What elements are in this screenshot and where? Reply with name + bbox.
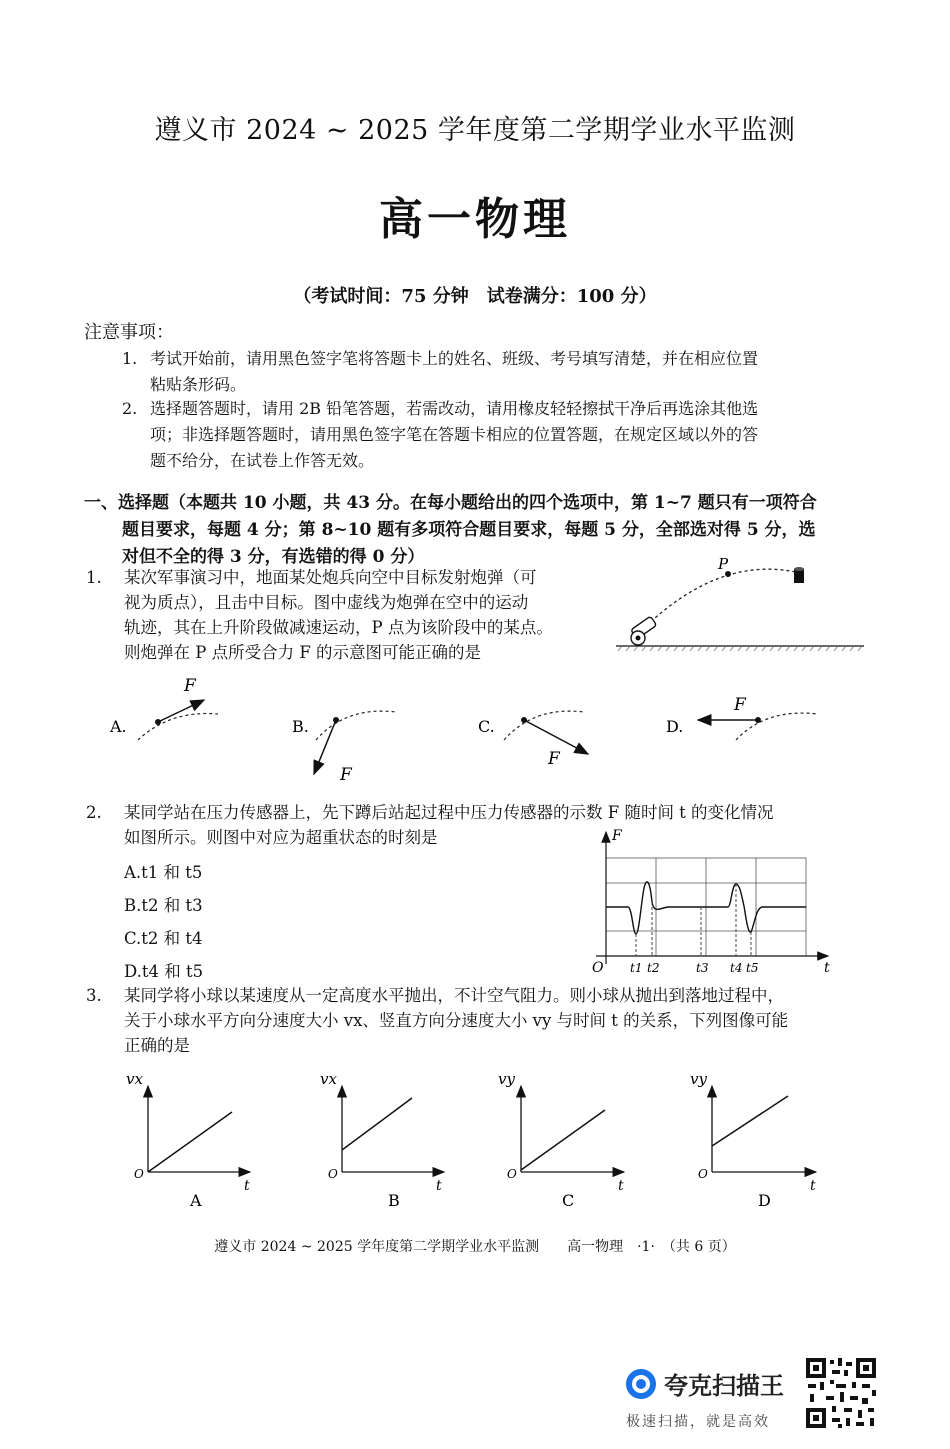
option-a-trajectory [138,714,218,740]
scanner-brand-name: 夸克扫描王 [664,1372,784,1400]
graph-x-label: t [824,960,830,976]
question-line: 某同学站在压力传感器上，先下蹲后站起过程中压力传感器的示数 F 随时间 t 的变化情况 [124,803,774,822]
q1-options-figure [100,670,860,790]
question-line: 视为质点），且击中目标。图中虚线为炮弹在空中的运动 [124,593,529,612]
tick-t1: t1 [630,961,643,975]
graph-c-y-label: vy [498,1070,515,1088]
graph-c-x-label: t [618,1178,624,1194]
target-drum-icon [794,567,804,583]
graph-c-letter: C [562,1191,575,1210]
question-line: 则炮弹在 P 点所受合力 F 的示意图可能正确的是 [124,643,482,662]
subject-title: 高一物理 [379,194,571,245]
option-b-force-arrow [314,720,336,774]
option-c-force-label: F [548,749,560,769]
note-line: 考试开始前，请用黑色签字笔将答题卡上的姓名、班级、考号填写清楚，并在相应位置 [150,349,759,368]
force-time-graph [588,826,838,976]
notes-heading: 注意事项： [84,322,174,343]
question-line: 轨迹，其在上升阶段做减速运动，P 点为该阶段中的某点。 [124,618,553,637]
question-line: 如图所示。则图中对应为超重状态的时刻是 [124,828,438,847]
q2-option-c: C.t2 和 t4 [124,929,203,948]
exam-info: （考试时间：75 分钟 试卷满分：100 分） [293,286,657,307]
option-b-trajectory [316,711,396,740]
q2-option-a: A.t1 和 t5 [124,863,203,882]
tick-t3: t3 [696,961,709,975]
question-3 [84,983,884,1058]
graph-d-letter: D [758,1191,771,1210]
graph-d-x-label: t [810,1178,816,1194]
page-footer: 遵义市 2024 ~ 2025 学年度第二学期学业水平监测 高一物理 ·1· （共 6 页） [214,1239,736,1255]
note-line: 题不给分，在试卷上作答无效。 [150,451,375,470]
tick-t2: t2 [647,961,660,975]
note-number: 1. [122,349,138,368]
graph-b-letter: B [388,1191,400,1210]
section-line: 题目要求，每题 4 分；第 8~10 题有多项符合题目要求，每题 5 分，全部选对得 5 分，选 [122,520,816,540]
q2-option-d: D.t4 和 t5 [124,962,204,981]
graph-b-origin: O [328,1167,338,1181]
graph-b [342,1086,444,1172]
option-c-label: C. [478,717,495,736]
question-line: 某同学将小球以某速度从一定高度水平抛出，不计空气阻力。则小球从抛出到落地过程中， [124,986,784,1005]
q3-graphs-figure [110,1066,840,1216]
note-item-2 [122,396,882,474]
option-d-force-label: F [734,695,746,715]
option-b-label: B. [292,717,309,736]
graph-c [521,1086,624,1172]
question-line: 正确的是 [124,1036,190,1055]
question-1 [84,565,604,665]
graph-y-label: F [612,828,622,844]
question-line: 关于小球水平方向分速度大小 vx、竖直方向分速度大小 vy 与时间 t 的关系，下列图像可能 [124,1011,789,1030]
question-number: 3. [86,986,102,1005]
option-a-force-arrow [158,700,204,722]
graph-c-origin: O [507,1167,517,1181]
graph-d-y-label: vy [690,1070,707,1088]
option-a-label: A. [110,717,127,736]
q2-option-b: B.t2 和 t3 [124,896,203,915]
graph-a-x-label: t [244,1178,250,1194]
graph-a-letter: A [190,1191,202,1210]
point-p-label: P [718,555,729,573]
note-line: 粘贴条形码。 [150,375,247,394]
graph-a-origin: O [134,1167,144,1181]
scanner-watermark [626,1366,784,1431]
graph-d-origin: O [698,1167,708,1181]
question-line: 某次军事演习中，地面某处炮兵向空中目标发射炮弹（可 [124,568,537,587]
graph-a [148,1086,250,1172]
graph-b-y-label: vx [320,1070,337,1088]
graph-d [712,1086,816,1172]
option-c-trajectory [504,711,584,740]
tick-t5: t5 [746,961,759,975]
qr-code-icon [804,1356,878,1430]
option-b-force-label: F [340,765,352,785]
section-line: 一、选择题（本题共 10 小题，共 43 分。在每小题给出的四个选项中，第 1~7 题只有一项符合 [84,493,817,513]
tick-t4: t4 [730,961,743,975]
note-line: 项；非选择题答题时，请用黑色签字笔在答题卡相应的位置答题，在规定区域以外的答 [150,425,759,444]
scanner-slogan: 极速扫描，就是高效 [626,1414,770,1430]
cannon-icon [631,616,657,645]
note-line: 选择题答题时，请用 2B 铅笔答题，若需改动，请用橡皮轻轻擦拭干净后再选涂其他选 [150,399,759,418]
note-item-1 [122,346,882,398]
scanner-logo-icon [626,1369,656,1399]
question-number: 2. [86,803,102,822]
time-markers [636,884,751,956]
note-number: 2. [122,399,138,418]
exam-title: 遵义市 2024 ~ 2025 学年度第二学期学业水平监测 [154,115,796,146]
question-number: 1. [86,568,102,587]
trajectory-dashed-curve [642,569,804,630]
graph-a-y-label: vx [126,1070,143,1088]
graph-origin-label: O [592,960,604,976]
ground-hatching [618,646,862,651]
cannon-trajectory-figure [612,552,872,660]
option-a-force-label: F [184,676,196,696]
section-line: 对但不全的得 3 分，有选错的得 0 分） [122,547,425,567]
graph-b-x-label: t [436,1178,442,1194]
option-d-label: D. [666,717,684,736]
option-d-trajectory [736,713,818,740]
